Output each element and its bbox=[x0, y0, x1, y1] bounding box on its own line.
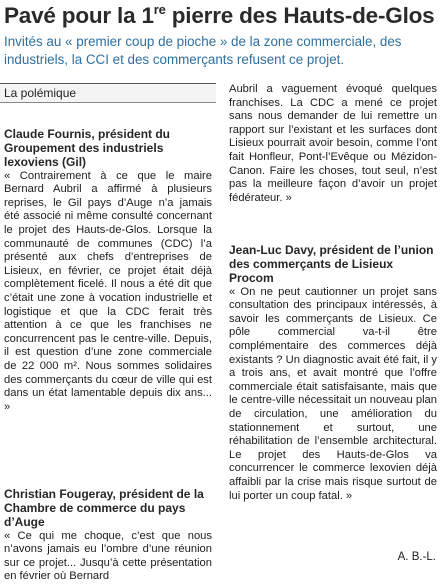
fournis-block bbox=[4, 127, 212, 414]
headline-superscript: re bbox=[153, 2, 166, 17]
section-label: La polémique bbox=[0, 83, 216, 103]
davy-heading: Jean-Luc Davy, président de l’union des commerçants de Lisieux Procom bbox=[229, 243, 434, 286]
author-signature: A. B.-L. bbox=[397, 551, 436, 563]
headline-suffix: pierre des Hauts-de-Glos bbox=[165, 3, 435, 28]
headline-prefix: Pavé pour la 1 bbox=[4, 3, 154, 28]
fougeray-heading: Christian Fougeray, président de la Chambre de commerce du pays d’Auge bbox=[4, 487, 204, 530]
fougeray-quote: « Ce qui me choque, c’est que nous n’avons jamais eu l’ombre d’une réunion sur ce projet... Jusqu’à cette présentation en février où Bernard bbox=[4, 529, 212, 583]
fougeray-block bbox=[4, 487, 212, 584]
fougeray-continued-block bbox=[229, 83, 437, 205]
fournis-quote: « Contrairement à ce que le maire Bernard Aubril a affirmé à plusieurs reprises, le Gil pays d’Auge n’a jamais été associé ni même consulté concernant le projet des Hauts-de-Glos. Lorsque la communauté de communes (CDC) l’a présenté aux chefs d’entreprises de Lisieux, en février, ce projet était déjà complètement ficelé. Il nous a été dit que c’était une zone à vocation industrielle et logistique et que la CDC ferait très attention à ce que les franchises ne concurrencent pas le centre-ville. Depuis, il est question d’une zone commerciale de 22 000 m². Nous sommes solidaires des commerçants du cœur de ville qui est dans un état lamentable depuis dix ans... » bbox=[4, 169, 212, 413]
fougeray-quote-continued: Aubril a vaguement évoqué quelques franchises. La CDC a mené ce projet sans nous demander de lui remettre un rapport sur l’existant et les surfaces dont Lisieux pourrait avoir besoin, comme l’ont fait Honfleur, Pont-l’Evêque ou Mézidon-Canon. Faire les choses, tout seul, n’est pas la meilleure façon d’avoir un projet fédérateur. » bbox=[229, 83, 437, 204]
davy-block bbox=[229, 243, 437, 503]
fournis-heading: Claude Fournis, président du Groupement des industriels lexoviens (Gil) bbox=[4, 127, 171, 170]
standfirst: Invités au « premier coup de pioche » de la zone commerciale, des industriels, la CCI et des commerçants refusent ce projet. bbox=[4, 34, 402, 67]
headline bbox=[4, 2, 440, 30]
davy-quote: « On ne peut cautionner un projet sans consultation des principaux intéressés, à savoir les commerçants de Lisieux. Ce pôle commercial va-t-il être complémentaire des commerces déjà existants ? Un diagnostic avait été fait, il y a trois ans, et avait montré que l’offre commerciale était satisfaisante, mais que le centre-ville nécessitait un nouveau plan de circulation, une amélioration du stationnement et surtout, une réhabilitation de l’ensemble architectural. Le projet des Hauts-de-Glos va concurrencer le commerce lexovien déjà affaibli par la crise mais risque surtout de lui porter un coup fatal. » bbox=[229, 285, 437, 502]
